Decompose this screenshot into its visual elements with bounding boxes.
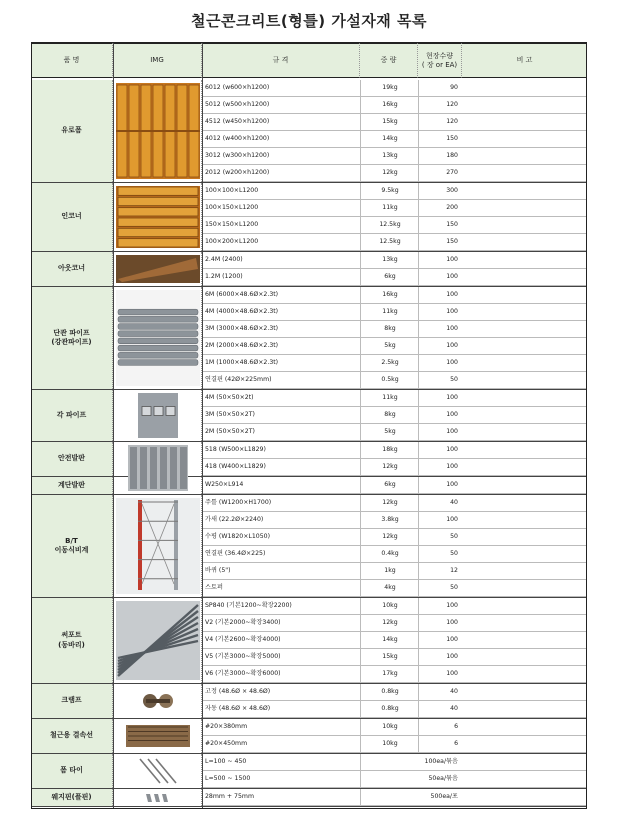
quantity-cell: 100 xyxy=(418,321,462,337)
quantity-cell: 50 xyxy=(418,529,462,545)
spec-cell: 100×150×L1200 xyxy=(205,204,259,211)
quantity-cell: 100 xyxy=(418,390,462,406)
spec-cell: 주틀 (W1200×H1700) xyxy=(205,499,272,506)
table-row xyxy=(202,442,587,459)
binding-wire-image xyxy=(114,719,202,753)
square-pipe-image xyxy=(116,393,200,438)
quantity-cell: 100 xyxy=(418,338,462,354)
quantity-cell: 100 xyxy=(418,424,462,440)
quantity-cell: 180 xyxy=(418,148,462,164)
table-row xyxy=(202,789,587,806)
spec-cell: 100×100×L1200 xyxy=(205,187,259,194)
spec-cell: 고정 (48.6Ø × 48.6Ø) xyxy=(205,688,271,695)
weight-cell: 1kg xyxy=(360,563,419,579)
quantity-cell: 150 xyxy=(418,234,462,250)
quantity-cell: 100 xyxy=(418,477,462,493)
table-row xyxy=(202,269,587,286)
quantity-cell: 100 xyxy=(418,269,462,285)
table-row xyxy=(202,580,587,597)
quantity-cell: 6 xyxy=(418,719,462,735)
table-row xyxy=(202,666,587,683)
header-name: 품 명 xyxy=(31,42,113,78)
weight-cell: 9.5kg xyxy=(360,183,419,199)
square-pipe-image xyxy=(114,390,202,441)
wedge-pin-image xyxy=(116,792,200,804)
out-corner-image xyxy=(116,255,200,283)
table-row xyxy=(202,80,587,97)
safety-scaffold-board-image xyxy=(114,442,202,494)
header-weight: 중 량 xyxy=(360,42,418,78)
weight-cell: 13kg xyxy=(360,148,419,164)
weight-cell: 5kg xyxy=(360,424,419,440)
stacked-yellow-panels-image xyxy=(114,80,202,182)
clamp-image xyxy=(116,687,200,715)
column-divider xyxy=(113,42,114,809)
weight-cell: 11kg xyxy=(360,390,419,406)
table-row xyxy=(202,165,587,182)
column-divider xyxy=(202,42,203,809)
spec-cell: 100×200×L1200 xyxy=(205,238,259,245)
table-row xyxy=(202,183,587,200)
category-label: 유로폼 xyxy=(31,80,113,182)
spec-cell: 3M (50×50×2T) xyxy=(205,411,255,418)
form-tie-image xyxy=(114,754,202,788)
quantity-cell: 100 xyxy=(418,632,462,648)
weight-cell: 14kg xyxy=(360,632,419,648)
weight-cell: 0.8kg xyxy=(360,701,419,717)
support-props-image xyxy=(114,598,202,683)
spec-cell: 1M (1000×48.6Ø×2.3t) xyxy=(205,359,279,366)
mobile-scaffold-tower-image xyxy=(116,498,200,594)
quantity-cell: 100 xyxy=(418,287,462,303)
table-row xyxy=(202,234,587,251)
stacked-yellow-panels-image xyxy=(116,83,200,179)
spec-cell: V4 (기본2600~확장4000) xyxy=(205,636,281,643)
quantity-cell: 100 xyxy=(418,615,462,631)
quantity-cell: 90 xyxy=(418,80,462,96)
quantity-cell: 150 xyxy=(418,217,462,233)
weight-cell: 11kg xyxy=(360,304,419,320)
weight-cell: 15kg xyxy=(360,649,419,665)
table-row xyxy=(202,736,587,753)
spec-cell: 연결핀 (36.4Ø×225) xyxy=(205,550,266,557)
weight-cell: 10kg xyxy=(360,736,419,752)
quantity-cell: 100 xyxy=(418,252,462,268)
category-label: 웨지핀(플핀) xyxy=(31,789,113,806)
support-props-image xyxy=(116,601,200,680)
weight-cell: 12kg xyxy=(360,459,419,475)
spec-cell: 28mm + 75mm xyxy=(205,793,254,800)
weight-cell: 4kg xyxy=(360,580,419,596)
header-qty-sub: ( 장 or EA) xyxy=(421,60,458,69)
table-row xyxy=(202,459,587,476)
weight-cell: 10kg xyxy=(360,719,419,735)
table-row xyxy=(202,529,587,546)
quantity-cell: 100 xyxy=(418,355,462,371)
quantity-cell: 150 xyxy=(418,131,462,147)
weight-cell: 16kg xyxy=(360,287,419,303)
page-title: 철근콘크리트(형틀) 가설자재 목록 xyxy=(190,12,428,30)
table-row xyxy=(202,131,587,148)
table-row xyxy=(202,615,587,632)
spec-cell: 4M (50×50×2t) xyxy=(205,394,254,401)
header-qty xyxy=(418,42,462,78)
inner-corner-panels-image xyxy=(114,183,202,251)
mobile-scaffold-tower-image xyxy=(114,495,202,597)
weight-cell: 15kg xyxy=(360,114,419,130)
weight-cell: 12.5kg xyxy=(360,234,419,250)
category-label: 크램프 xyxy=(31,684,113,718)
quantity-cell: 50 xyxy=(418,372,462,388)
weight-cell: 14kg xyxy=(360,131,419,147)
weight-cell: 0.8kg xyxy=(360,684,419,700)
weight-cell: 17kg xyxy=(360,666,419,682)
table-row xyxy=(202,97,587,114)
weight-cell: 5kg xyxy=(360,338,419,354)
table-row xyxy=(202,563,587,580)
spec-cell: 150×150×L1200 xyxy=(205,221,259,228)
table-row xyxy=(202,252,587,269)
spec-cell: V2 (기본2000~확장3400) xyxy=(205,619,281,626)
table-row xyxy=(202,372,587,389)
weight-cell: 12kg xyxy=(360,615,419,631)
table-row xyxy=(202,424,587,441)
quantity-cell: 100 xyxy=(418,649,462,665)
spec-cell: SP840 (기본1200~확장2200) xyxy=(205,602,292,609)
quantity-cell: 100 xyxy=(418,459,462,475)
weight-cell: 19kg xyxy=(360,80,419,96)
spec-cell: 2M (2000×48.6Ø×2.3t) xyxy=(205,342,279,349)
weight-cell: 0.4kg xyxy=(360,546,419,562)
table-row xyxy=(202,477,587,494)
spec-cell: V5 (기본3000~확장5000) xyxy=(205,653,281,660)
category-label: 단관 파이프 (강관파이프) xyxy=(31,287,113,389)
spec-cell: L=500 ~ 1500 xyxy=(205,775,251,782)
category-label: 폼 타이 xyxy=(31,754,113,788)
form-tie-image xyxy=(116,757,200,785)
clamp-image xyxy=(114,684,202,718)
weight-cell: 13kg xyxy=(360,252,419,268)
table-row xyxy=(202,649,587,666)
quantity-cell: 100 xyxy=(418,304,462,320)
table-row xyxy=(202,771,587,788)
spec-cell: 2M (50×50×2T) xyxy=(205,428,255,435)
category-label: 계단발판 xyxy=(31,477,113,494)
quantity-cell: 200 xyxy=(418,200,462,216)
spec-cell: 518 (W500×L1829) xyxy=(205,446,266,453)
weight-cell: 6kg xyxy=(360,269,419,285)
quantity-cell: 12 xyxy=(418,563,462,579)
weight-cell: 12kg xyxy=(360,529,419,545)
table-row xyxy=(202,546,587,563)
spec-cell: 스토퍼 xyxy=(205,584,223,591)
weight-cell: 18kg xyxy=(360,442,419,458)
quantity-cell: 50 xyxy=(418,580,462,596)
spec-cell: 4012 (w400×h1200) xyxy=(205,135,270,142)
spec-cell: 수평 (W1820×L1050) xyxy=(205,533,270,540)
table-row xyxy=(202,114,587,131)
weight-cell: 12kg xyxy=(360,165,419,181)
spec-cell: 1.2M (1200) xyxy=(205,273,243,280)
category-label: 아웃코너 xyxy=(31,252,113,286)
steel-pipe-bundle-image xyxy=(114,287,202,389)
table-row xyxy=(202,754,587,771)
spec-cell: 3012 (w300×h1200) xyxy=(205,152,270,159)
spec-cell: 2.4M (2400) xyxy=(205,256,243,263)
table-row xyxy=(202,632,587,649)
quantity-cell: 40 xyxy=(418,684,462,700)
spec-cell: 연결핀 (42Ø×225mm) xyxy=(205,376,272,383)
category-label: 써포트 (동바리) xyxy=(31,598,113,683)
table-row xyxy=(202,217,587,234)
header-spec: 규 격 xyxy=(202,42,360,78)
table-row xyxy=(202,148,587,165)
spec-cell: 418 (W400×L1829) xyxy=(205,463,266,470)
table-row xyxy=(202,407,587,424)
quantity-cell: 6 xyxy=(418,736,462,752)
safety-scaffold-board-image xyxy=(116,445,200,491)
quantity-cell: 100 xyxy=(418,512,462,528)
weight-cell: 8kg xyxy=(360,321,419,337)
category-divider xyxy=(31,806,587,807)
quantity-cell: 40 xyxy=(418,495,462,511)
quantity-cell: 120 xyxy=(418,97,462,113)
spec-cell: 6012 (w600×h1200) xyxy=(205,84,270,91)
category-label: 안전발판 xyxy=(31,442,113,476)
weight-cell: 12.5kg xyxy=(360,217,419,233)
quantity-cell: 40 xyxy=(418,701,462,717)
category-label: 철근용 결속선 xyxy=(31,719,113,753)
spec-cell: 가새 (22.2Ø×2240) xyxy=(205,516,264,523)
out-corner-image xyxy=(114,252,202,286)
quantity-cell: 100ea/묶음 xyxy=(360,754,462,770)
weight-cell: 8kg xyxy=(360,407,419,423)
quantity-cell: 100 xyxy=(418,598,462,614)
spec-cell: 바퀴 (5") xyxy=(205,567,231,574)
table-row xyxy=(202,304,587,321)
table-row xyxy=(202,200,587,217)
table-row xyxy=(202,321,587,338)
category-label: 인코너 xyxy=(31,183,113,251)
spec-cell: #20×450mm xyxy=(205,740,248,747)
table-row xyxy=(202,390,587,407)
spec-cell: 4512 (w450×h1200) xyxy=(205,118,270,125)
spec-cell: 6M (6000×48.6Ø×2.3t) xyxy=(205,291,279,298)
quantity-cell: 100 xyxy=(418,666,462,682)
header-remark: 비 고 xyxy=(462,42,587,78)
quantity-cell: 50ea/묶음 xyxy=(360,771,462,787)
steel-pipe-bundle-image xyxy=(116,290,200,386)
weight-cell: 0.5kg xyxy=(360,372,419,388)
binding-wire-image xyxy=(116,722,200,750)
weight-cell: 2.5kg xyxy=(360,355,419,371)
header-qty-main: 현장수량 xyxy=(425,52,454,61)
quantity-cell: 100 xyxy=(418,407,462,423)
quantity-cell: 50 xyxy=(418,546,462,562)
table-row xyxy=(202,338,587,355)
quantity-cell: 300 xyxy=(418,183,462,199)
spec-cell: W250×L914 xyxy=(205,481,244,488)
header-img: IMG xyxy=(113,42,202,78)
spec-cell: V6 (기본3000~확장6000) xyxy=(205,670,281,677)
table-row xyxy=(202,355,587,372)
weight-cell: 12kg xyxy=(360,495,419,511)
spec-cell: 2012 (w200×h1200) xyxy=(205,169,270,176)
inner-corner-panels-image xyxy=(116,186,200,248)
spec-cell: #20×380mm xyxy=(205,723,248,730)
table-row xyxy=(202,598,587,615)
spec-cell: 3M (3000×48.6Ø×2.3t) xyxy=(205,325,279,332)
quantity-cell: 500ea/포 xyxy=(360,789,462,805)
table-row xyxy=(202,719,587,736)
quantity-cell: 270 xyxy=(418,165,462,181)
quantity-cell: 120 xyxy=(418,114,462,130)
category-label: B/T 이동식비계 xyxy=(31,495,113,597)
quantity-cell: 100 xyxy=(418,442,462,458)
table-row xyxy=(202,495,587,512)
table-row xyxy=(202,701,587,718)
spec-cell: 5012 (w500×h1200) xyxy=(205,101,270,108)
table-row xyxy=(202,287,587,304)
spec-cell: 자동 (48.6Ø × 48.6Ø) xyxy=(205,705,271,712)
table-row xyxy=(202,512,587,529)
wedge-pin-image xyxy=(114,789,202,806)
weight-cell: 11kg xyxy=(360,200,419,216)
weight-cell: 10kg xyxy=(360,598,419,614)
weight-cell: 16kg xyxy=(360,97,419,113)
table-row xyxy=(202,684,587,701)
weight-cell: 3.8kg xyxy=(360,512,419,528)
category-label: 각 파이프 xyxy=(31,390,113,441)
weight-cell: 6kg xyxy=(360,477,419,493)
spec-cell: 4M (4000×48.6Ø×2.3t) xyxy=(205,308,279,315)
spec-cell: L=100 ~ 450 xyxy=(205,758,247,765)
